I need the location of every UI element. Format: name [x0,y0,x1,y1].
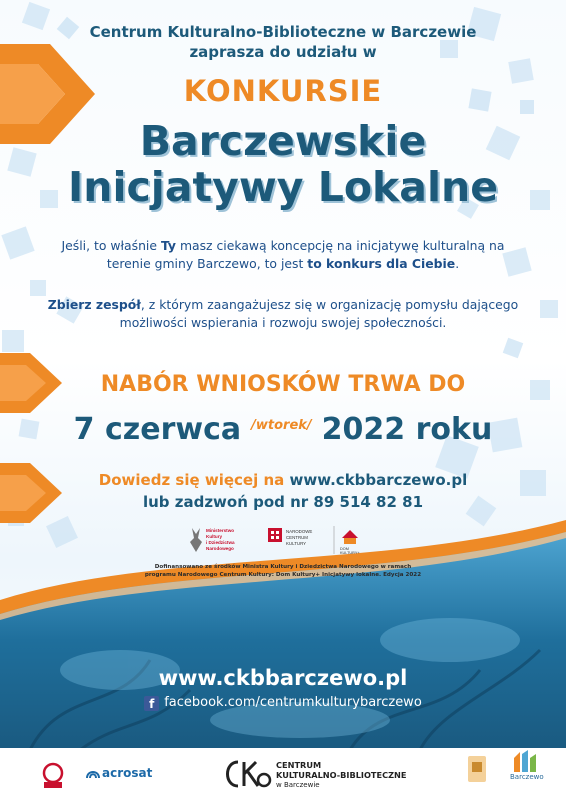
acrosat-logo-text: acrosat [102,766,153,780]
contest-label: KONKURSIE [183,74,383,108]
barczewo-crest-icon [510,748,540,774]
facebook-icon: f [144,696,159,711]
svg-text:KULTURY: KULTURY [286,541,307,546]
partner-logos [182,522,382,558]
ckb-logo-icon [218,758,274,790]
partner-badge-icon [466,754,488,784]
svg-text:Kultury: Kultury [206,534,223,539]
ministry-eagle-icon [190,528,202,552]
contest-title: Barczewskie Inicjatywy Lokalne [68,117,498,211]
organizer-text: Centrum Kulturalno-Biblioteczne w Barczewie zaprasza do udziału w [89,23,477,61]
phone-line: lub zadzwoń pod nr 89 514 82 81 [142,493,424,511]
website-footer-link[interactable]: www.ckbbarczewo.pl [158,666,408,690]
svg-text:i Dziedzictwa: i Dziedzictwa [206,540,235,545]
svg-text:KULTURY+: KULTURY+ [340,551,360,555]
deadline-date: 7 czerwca $^{/wtorek/}$ 2022 roku [73,412,493,447]
radio-logo-icon [38,760,68,790]
svg-text:Narodowego: Narodowego [206,546,234,551]
barczewo-logo-text: Barczewo [510,773,544,781]
funding-note: Dofinansowano ze środków Ministra Kultury i Dziedzictwa Narodowego w ramach programu Narodowego Centrum Kultury: Dom Kultury+ Inicjatywy lokalne. Edycja 2022 [144,564,422,578]
nck-logo-icon [268,528,282,542]
website-link[interactable]: www.ckbbarczewo.pl [289,471,468,489]
team-paragraph: Zbierz zespół, z którym zaangażujesz się w organizację pomysłu dającego możliwości wspierania i rozwoju swojej społeczności. [47,297,519,330]
facebook-link[interactable]: f facebook.com/centrumkulturybarczewo [0,695,566,711]
acrosat-logo-icon [84,764,102,782]
svg-text:NARODOWE: NARODOWE [286,529,313,534]
svg-text:CENTRUM: CENTRUM [286,535,308,540]
svg-text:DOM: DOM [340,547,349,551]
deadline-label: NABÓR WNIOSKÓW TRWA DO [100,372,466,397]
svg-text:Ministerstwo: Ministerstwo [206,528,235,533]
ckb-logo-text: CENTRUM KULTURALNO-BIBLIOTECZNE w Barczewie [276,760,407,789]
more-info-line: Dowiedz się więcej na www.ckbbarczewo.pl [98,471,468,489]
dom-kultury-icon [342,530,358,544]
intro-paragraph: Jeśli, to właśnie Ty masz ciekawą koncepcję na inicjatywę kulturalną na terenie gminy Barczewo, to jest to konkurs dla Ciebie. [61,238,505,271]
